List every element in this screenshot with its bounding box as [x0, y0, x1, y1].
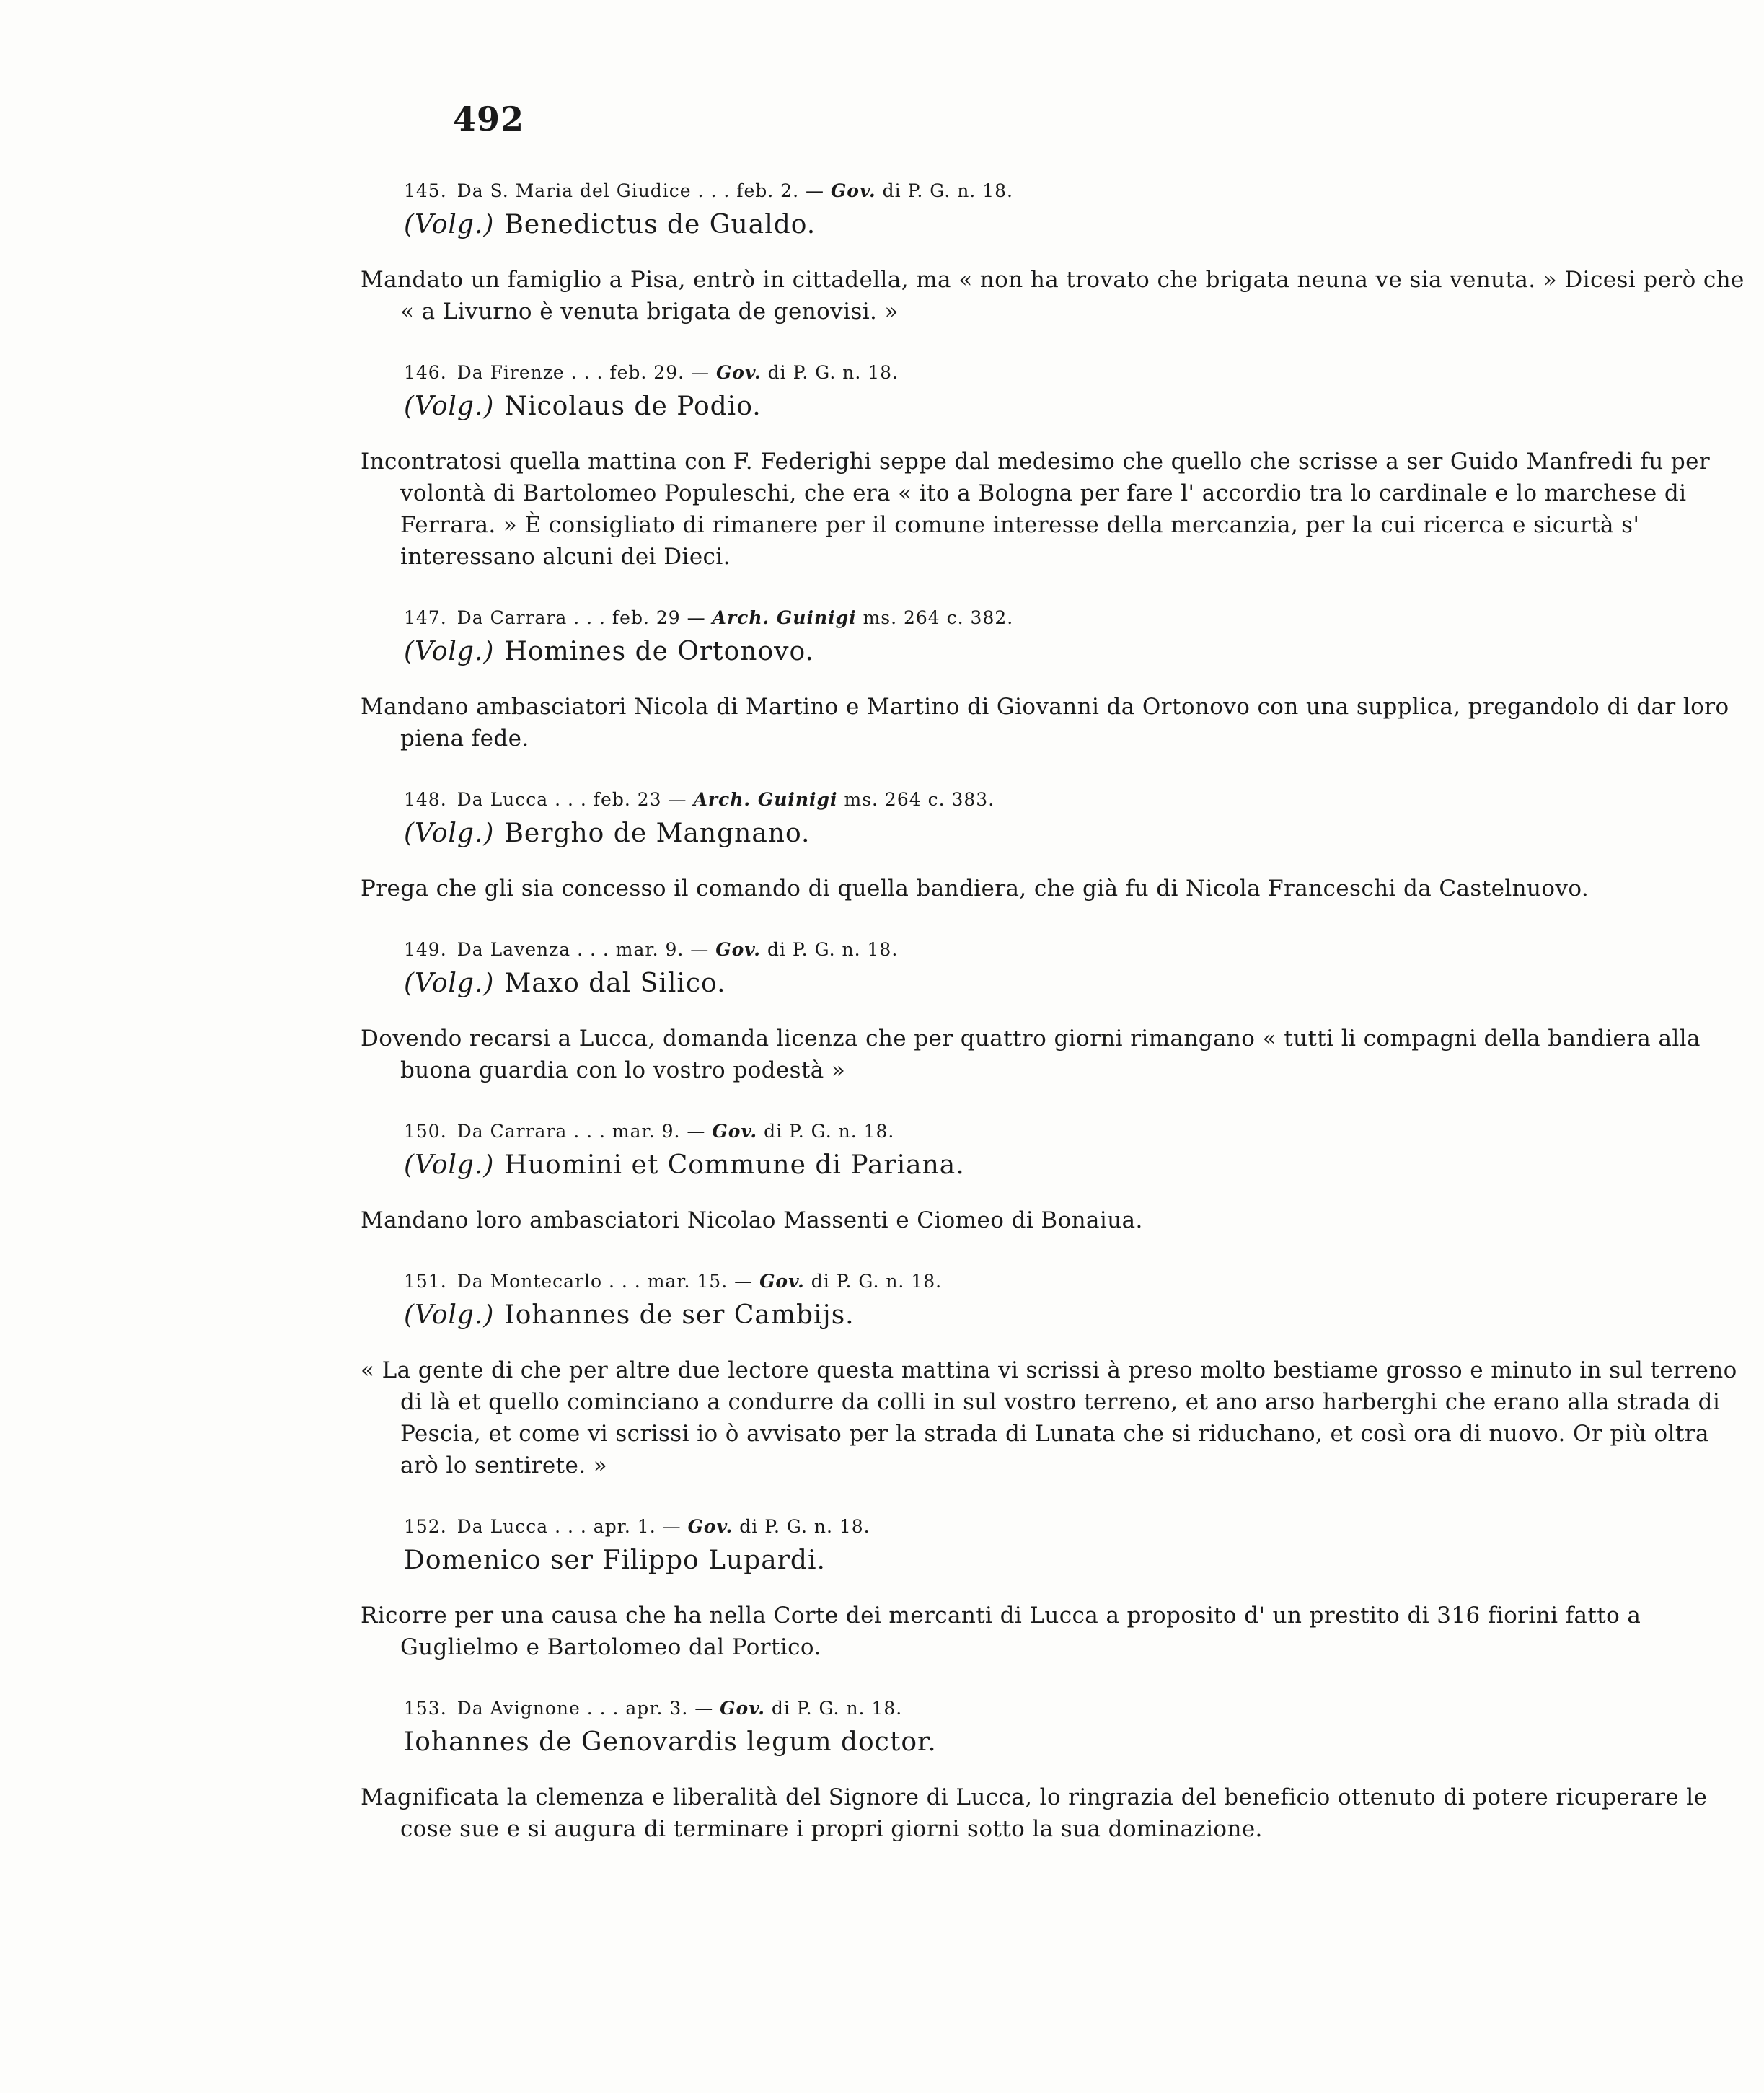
- entry-source: Gov.: [715, 939, 762, 960]
- letter-entry-150: [361, 1121, 1745, 1236]
- entry-place-date: Da Lavenza . . . mar. 9. —: [457, 939, 710, 960]
- entry-source: Arch. Guinigi: [693, 789, 838, 810]
- entry-reference: di P. G. n. 18.: [767, 362, 899, 383]
- entry-reference: di P. G. n. 18.: [739, 1516, 870, 1537]
- entry-summary: Mandano loro ambasciatori Nicolao Massenti e Ciomeo di Bonaiua.: [361, 1207, 1143, 1233]
- letter-entry-145: [361, 180, 1745, 327]
- entry-header: [404, 939, 1745, 960]
- entry-reference: di P. G. n. 18.: [882, 180, 1013, 201]
- entry-header: [404, 789, 1745, 810]
- entry-place-date: Da Carrara . . . feb. 29 —: [457, 607, 706, 628]
- entry-place-date: Da S. Maria del Giudice . . . feb. 2. —: [457, 180, 824, 201]
- entry-header: [404, 362, 1745, 383]
- entry-volg-mark: (Volg.): [404, 969, 495, 998]
- entry-header: [404, 1516, 1745, 1537]
- entry-list: [361, 180, 1745, 1880]
- entry-place-date: Da Lucca . . . apr. 1. —: [457, 1516, 682, 1537]
- letter-entry-148: [361, 789, 1745, 904]
- entry-sender: [404, 392, 1745, 421]
- entry-reference: di P. G. n. 18.: [764, 1121, 895, 1142]
- entry-reference: di P. G. n. 18.: [771, 1698, 903, 1719]
- entry-reference: ms. 264 c. 383.: [844, 789, 995, 810]
- entry-volg-mark: (Volg.): [404, 637, 495, 666]
- entry-summary: Ricorre per una causa che ha nella Corte dei mercanti di Lucca a proposito d' un prestito di 316 fiorini fatto a Guglielmo e Bartolomeo dal Portico.: [361, 1603, 1641, 1660]
- entry-number: 149.: [404, 939, 447, 960]
- entry-header: [404, 1121, 1745, 1142]
- entry-number: 146.: [404, 362, 447, 383]
- entry-volg-mark: (Volg.): [404, 819, 495, 848]
- letter-entry-149: [361, 939, 1745, 1086]
- entry-author: Bergho de Mangnano.: [504, 819, 811, 848]
- entry-place-date: Da Montecarlo . . . mar. 15. —: [457, 1271, 754, 1292]
- entry-place-date: Da Carrara . . . mar. 9. —: [457, 1121, 706, 1142]
- entry-place-date: Da Avignone . . . apr. 3. —: [457, 1698, 714, 1719]
- entry-number: 148.: [404, 789, 447, 810]
- entry-source: Gov.: [720, 1698, 765, 1719]
- entry-sender: [404, 1727, 1745, 1757]
- entry-summary: Incontratosi quella mattina con F. Federighi seppe dal medesimo che quello che scrisse a ser Guido Manfredi fu per volontà di Bartolomeo Populeschi, che era « ito a Bologna per fare l' accordio tra lo cardinale e lo marchese di Ferrara. » È consigliato di rimanere per il comune interesse della mercanzia, per la cui ricerca e sicurtà s' interessano alcuni dei Dieci.: [361, 449, 1711, 570]
- entry-summary: « La gente di che per altre due lectore questa mattina vi scrissi à preso molto bestiame grosso e minuto in sul terreno di là et quello cominciano a condurre da colli in sul vostro terreno, et ano arso harberghi che erano alla strada di Pescia, et come vi scrissi io ò avvisato per la strada di Lunata che si riduchano, et così ora di nuovo. Or più oltra arò lo sentirete. »: [361, 1357, 1737, 1479]
- entry-source: Gov.: [687, 1516, 733, 1537]
- entry-sender: [404, 819, 1745, 848]
- letter-entry-147: [361, 607, 1745, 754]
- entry-header: [404, 1698, 1745, 1719]
- entry-source: Gov.: [712, 1121, 758, 1142]
- entry-place-date: Da Lucca . . . feb. 23 —: [457, 789, 687, 810]
- page-number: 492: [453, 100, 525, 138]
- entry-author: Huomini et Commune di Pariana.: [504, 1150, 965, 1180]
- entry-author: Nicolaus de Podio.: [504, 392, 762, 421]
- entry-source: Arch. Guinigi: [712, 607, 857, 628]
- entry-volg-mark: (Volg.): [404, 1150, 495, 1180]
- entry-number: 151.: [404, 1271, 447, 1292]
- entry-summary: Prega che gli sia concesso il comando di quella bandiera, che già fu di Nicola Franceschi da Castelnuovo.: [361, 876, 1589, 902]
- entry-source: Gov.: [759, 1271, 805, 1292]
- entry-author: Iohannes de Genovardis legum doctor.: [404, 1727, 937, 1757]
- letter-entry-152: [361, 1516, 1745, 1663]
- entry-author: Homines de Ortonovo.: [504, 637, 814, 666]
- entry-author: Maxo dal Silico.: [504, 969, 726, 998]
- entry-source: Gov.: [715, 362, 762, 383]
- letter-entry-151: [361, 1271, 1745, 1481]
- entry-sender: [404, 1300, 1745, 1330]
- letter-entry-146: [361, 362, 1745, 573]
- entry-summary: Mandano ambasciatori Nicola di Martino e Martino di Giovanni da Ortonovo con una supplica, pregandolo di dar loro piena fede.: [361, 694, 1729, 752]
- entry-source: Gov.: [830, 180, 876, 201]
- entry-sender: [404, 969, 1745, 998]
- entry-author: Iohannes de ser Cambijs.: [504, 1300, 855, 1330]
- entry-header: [404, 1271, 1745, 1292]
- entry-number: 147.: [404, 607, 447, 628]
- entry-summary: Magnificata la clemenza e liberalità del Signore di Lucca, lo ringrazia del beneficio ottenuto di potere ricuperare le cose sue e si augura di terminare i propri giorni sotto la sua dominazione.: [361, 1784, 1708, 1842]
- letter-entry-153: [361, 1698, 1745, 1845]
- entry-number: 150.: [404, 1121, 447, 1142]
- entry-volg-mark: (Volg.): [404, 210, 495, 239]
- entry-summary: Mandato un famiglio a Pisa, entrò in cittadella, ma « non ha trovato che brigata neuna ve sia venuta. » Dicesi però che « a Livurno è venuta brigata de genovisi. »: [361, 267, 1745, 325]
- entry-volg-mark: (Volg.): [404, 1300, 495, 1330]
- entry-sender: [404, 1150, 1745, 1180]
- entry-sender: [404, 1546, 1745, 1575]
- entry-author: Domenico ser Filippo Lupardi.: [404, 1546, 826, 1575]
- entry-header: [404, 180, 1745, 201]
- entry-reference: di P. G. n. 18.: [811, 1271, 943, 1292]
- entry-sender: [404, 637, 1745, 666]
- entry-place-date: Da Firenze . . . feb. 29. —: [457, 362, 710, 383]
- entry-header: [404, 607, 1745, 628]
- entry-reference: di P. G. n. 18.: [767, 939, 899, 960]
- entry-number: 145.: [404, 180, 447, 201]
- entry-sender: [404, 210, 1745, 239]
- entry-reference: ms. 264 c. 382.: [863, 607, 1014, 628]
- entry-number: 152.: [404, 1516, 447, 1537]
- entry-summary: Dovendo recarsi a Lucca, domanda licenza che per quattro giorni rimangano « tutti li compagni della bandiera alla buona guardia con lo vostro podestà »: [361, 1026, 1701, 1083]
- entry-volg-mark: (Volg.): [404, 392, 495, 421]
- entry-author: Benedictus de Gualdo.: [504, 210, 816, 239]
- entry-number: 153.: [404, 1698, 447, 1719]
